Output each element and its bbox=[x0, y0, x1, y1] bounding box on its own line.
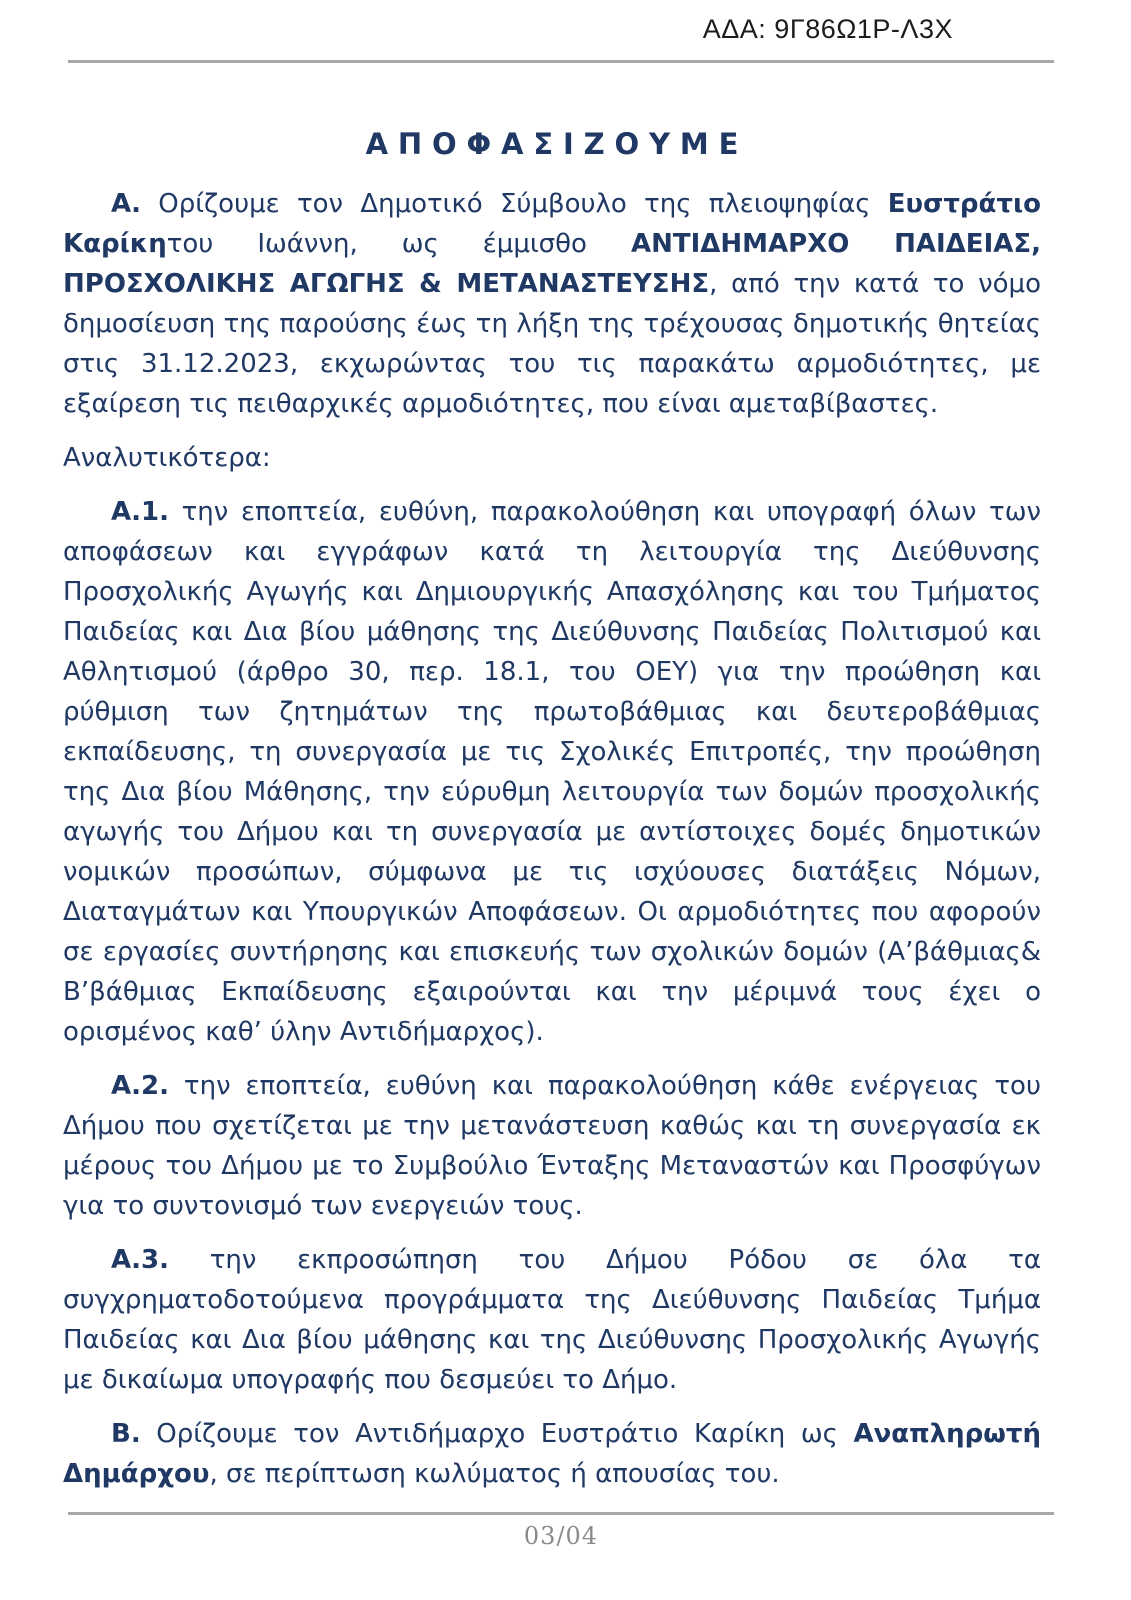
decision-title: ΑΠΟΦΑΣΙΖΟΥΜΕ bbox=[365, 127, 749, 161]
paragraph-a-text-1: Ορίζουμε τον Δημοτικό Σύμβουλο της πλειοψηφίας bbox=[141, 189, 888, 219]
footer-rule bbox=[68, 1512, 1054, 1515]
paragraph-b bbox=[63, 1414, 1041, 1494]
ada-reference: ΑΔΑ: 9Γ86Ω1Ρ-Λ3Χ bbox=[702, 14, 953, 44]
paragraph-a3-lead: Α.3. bbox=[111, 1245, 169, 1275]
paragraph-a2 bbox=[63, 1066, 1041, 1226]
paragraph-a2-text: την εποπτεία, ευθύνη και παρακολούθηση κάθε ενέργειας του Δήμου που σχετίζεται με την μετανάστευση καθώς και τη συνεργασία εκ μέρους του Δήμου με το Συμβούλιο Ένταξης Μεταναστών και Προσφύγων για το συντονισμό των ενεργειών τους. bbox=[63, 1071, 1041, 1221]
document-body bbox=[63, 124, 1041, 1508]
paragraph-a3-text: την εκπροσώπηση του Δήμου Ρόδου σε όλα τα συγχρηματοδοτούμενα προγράμματα της Διεύθυνσης Παιδείας Τμήμα Παιδείας και Δια βίου μάθησης και της Διεύθυνσης Προσχολικής Αγωγής με δικαίωμα υπογραφής που δεσμεύει το Δήμο. bbox=[63, 1245, 1041, 1395]
paragraph-b-lead: Β. bbox=[111, 1419, 141, 1449]
paragraph-b-text-1: Ορίζουμε τον Αντιδήμαρχο Ευστράτιο Καρίκη ως bbox=[140, 1419, 854, 1449]
paragraph-a bbox=[63, 184, 1041, 424]
paragraph-b-text-2: , σε περίπτωση κωλύματος ή απουσίας του. bbox=[209, 1459, 780, 1489]
paragraph-a-text-2: του Ιωάννη, ως έμμισθο bbox=[166, 229, 631, 259]
page-number: 03/04 bbox=[523, 1522, 599, 1550]
paragraph-a3 bbox=[63, 1240, 1041, 1400]
appointee-role: ΑΝΤΙΔΗΜΑΡΧΟ ΠΑΙΔΕΙΑΣ, ΠΡΟΣΧΟΛΙΚΗΣ ΑΓΩΓΗΣ & ΜΕΤΑΝΑΣΤΕΥΣΗΣ bbox=[63, 229, 1041, 299]
appointee-name: Ευστράτιο Καρίκη bbox=[63, 189, 1041, 259]
paragraph-a-lead: Α. bbox=[111, 189, 141, 219]
paragraph-a1-text: την εποπτεία, ευθύνη, παρακολούθηση και υπογραφή όλων των αποφάσεων και εγγράφων κατά τη λειτουργία της Διεύθυνσης Προσχολικής Αγωγής και Δημιουργικής Απασχόλησης και του Τμήματος Παιδείας και Δια βίου μάθησης της Διεύθυνσης Παιδείας Πολιτισμού και Αθλητισμού (άρθρο 30, περ. 18.1, του ΟΕΥ) για την προώθηση και ρύθμιση των ζητημάτων της πρωτοβάθμιας και δευτεροβάθμιας εκπαίδευσης, τη συνεργασία με τις Σχολικές Επιτροπές, την προώθηση της Δια βίου Μάθησης, την εύρυθμη λειτουργία των δομών προσχολικής αγωγής του Δήμου και τη συνεργασία με αντίστοιχες δομές δημοτικών νομικών προσώπων, σύμφωνα με τις ισχύουσες διατάξεις Νόμων, Διαταγμάτων και Υπουργικών Αποφάσεων. Οι αρμοδιότητες που αφορούν σε εργασίες συντήρησης και επισκευής των σχολικών δομών (Α’βάθμιας& Β’βάθμιας Εκπαίδευσης εξαιρούνται και την μέριμνά τους έχει ο ορισμένος καθ’ ύλην Αντιδήμαρχος). bbox=[63, 497, 1041, 1047]
paragraph-a1 bbox=[63, 492, 1041, 1052]
more-details-label: Αναλυτικότερα: bbox=[63, 443, 271, 473]
paragraph-a2-lead: Α.2. bbox=[111, 1071, 169, 1101]
deputy-mayor-role: Αναπληρωτή Δημάρχου bbox=[63, 1419, 1041, 1489]
paragraph-a1-lead: Α.1. bbox=[111, 497, 169, 527]
header-rule bbox=[68, 60, 1054, 63]
paragraph-a-text-3: , από την κατά το νόμο δημοσίευση της παρούσης έως τη λήξη της τρέχουσας δημοτικής θητείας στις 31.12.2023, εκχωρώντας του τις παρακάτω αρμοδιότητες, με εξαίρεση τις πειθαρχικές αρμοδιότητες, που είναι αμεταβίβαστες. bbox=[63, 269, 1041, 419]
